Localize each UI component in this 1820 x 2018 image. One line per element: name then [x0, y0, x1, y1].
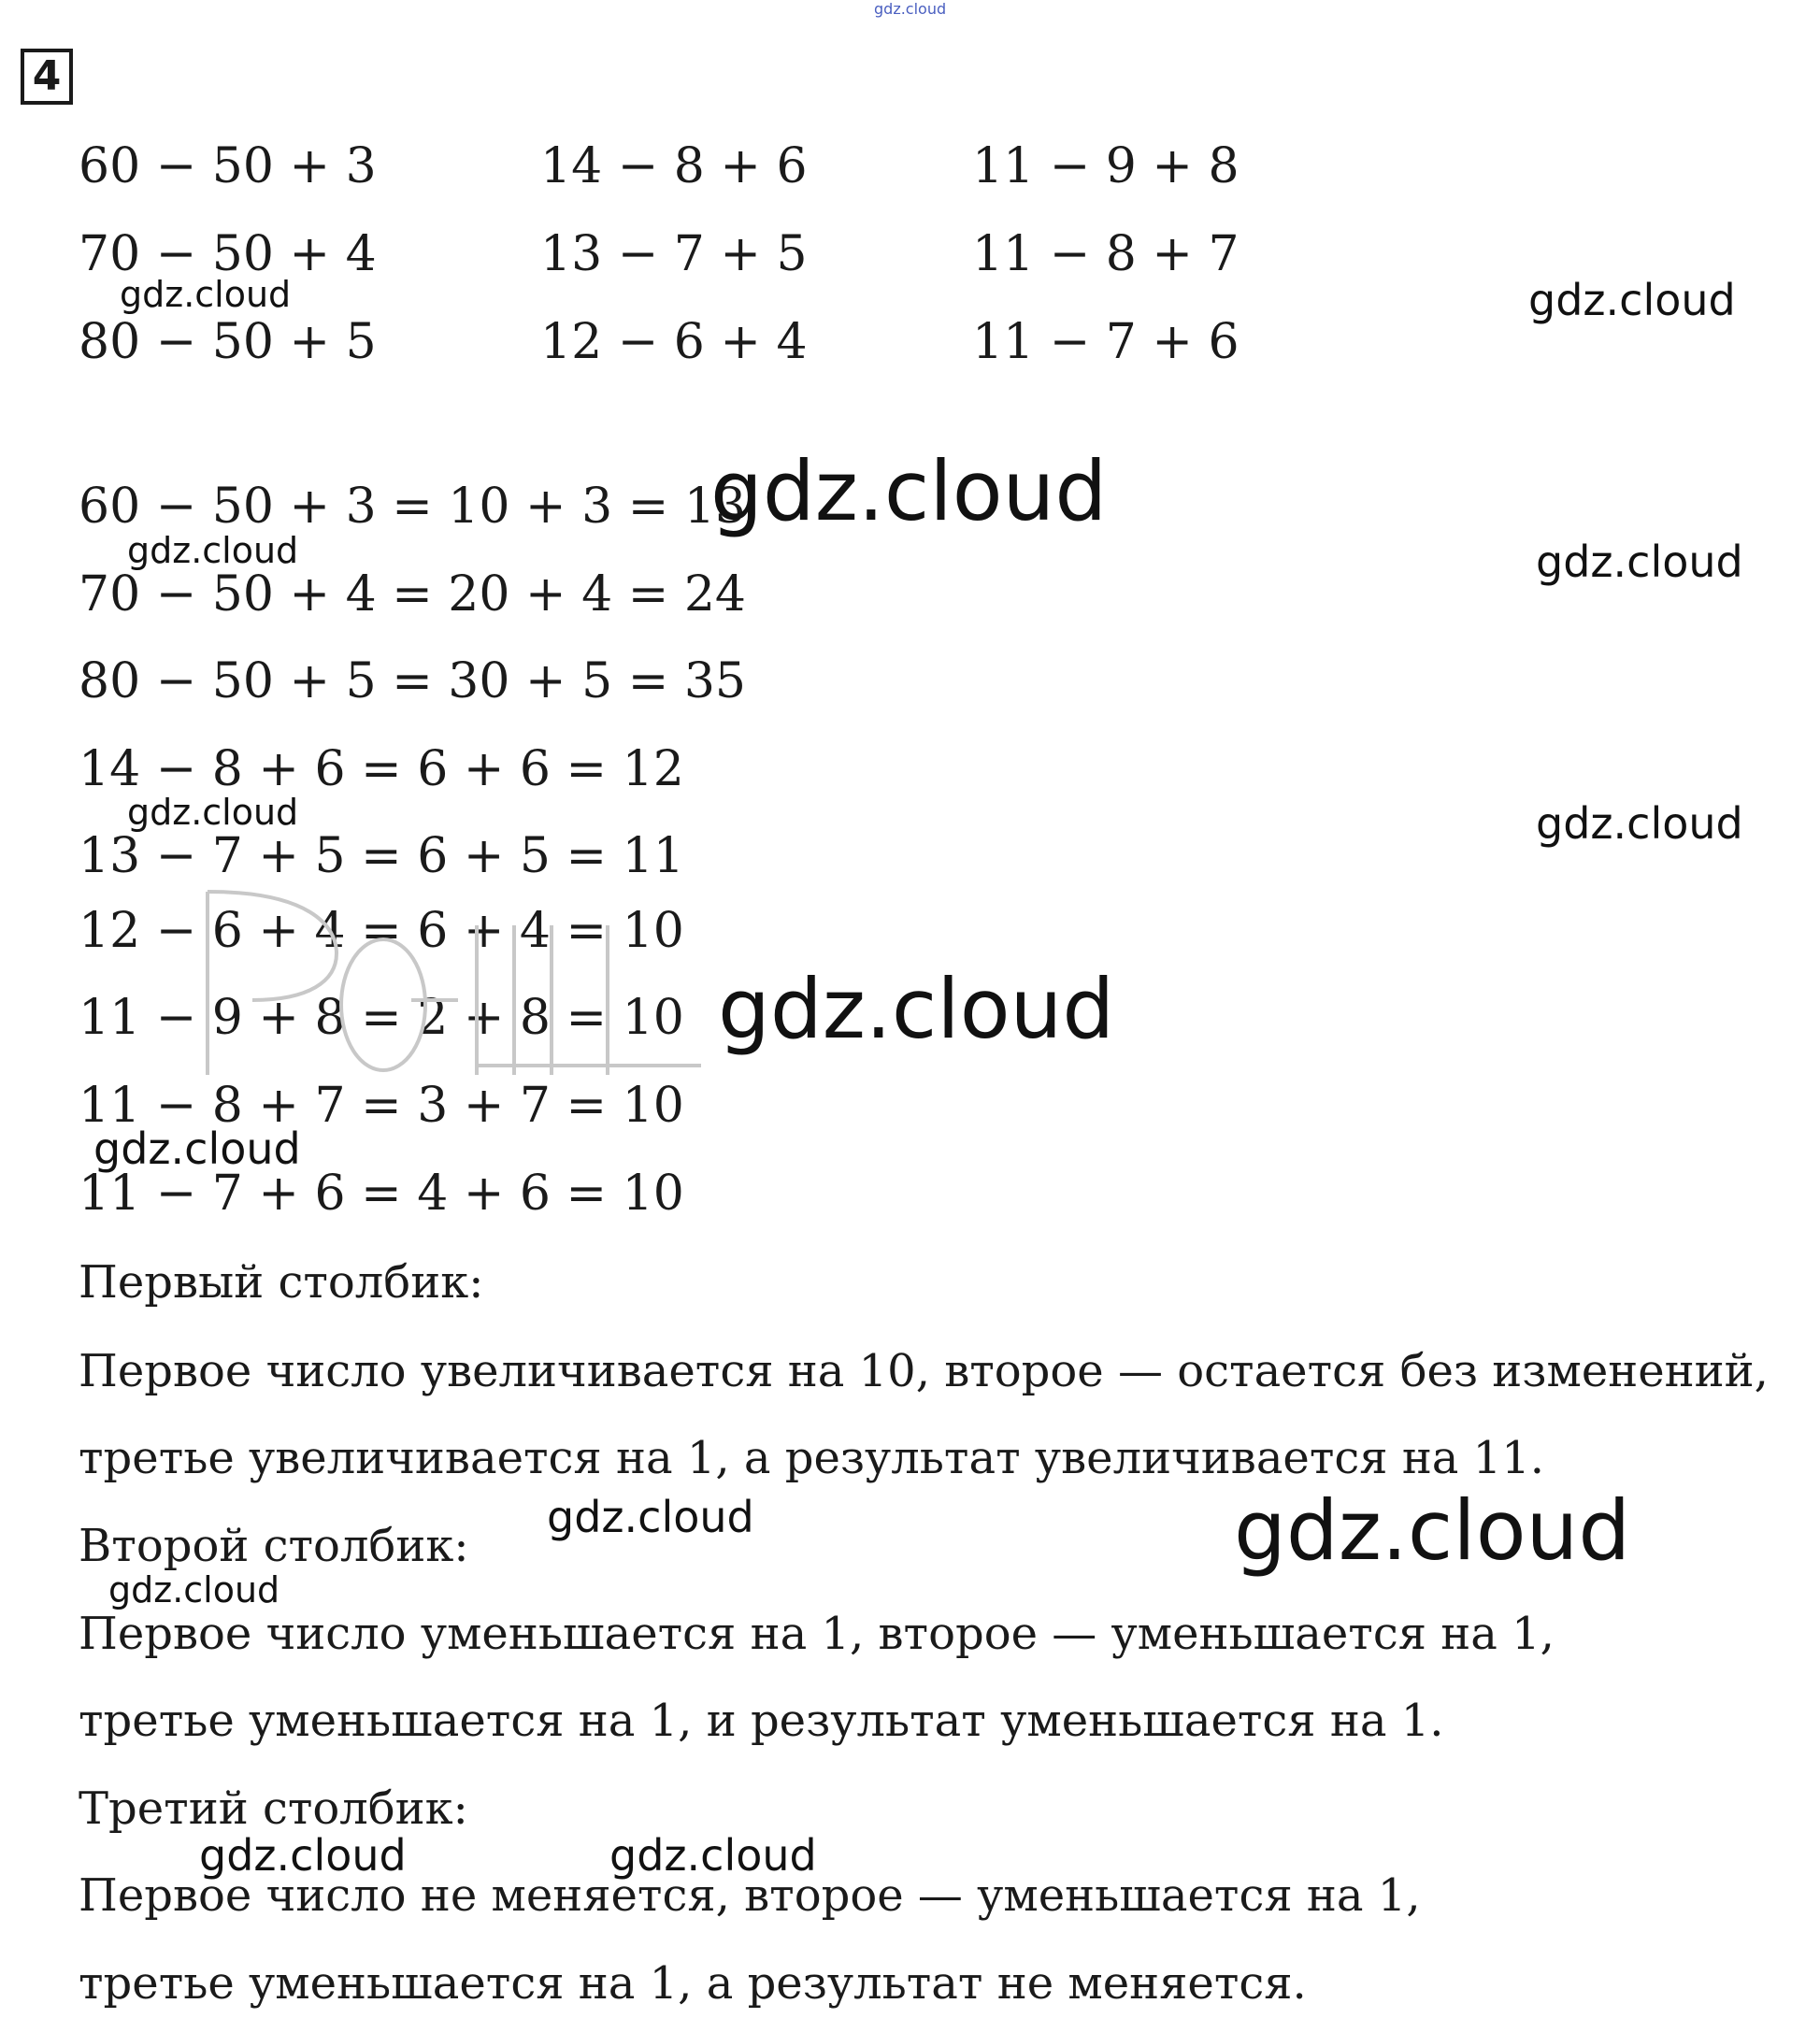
watermark: gdz.cloud	[127, 792, 299, 833]
watermark: gdz.cloud	[127, 530, 299, 571]
solution-line: 14 − 8 + 6 = 6 + 6 = 12	[79, 741, 684, 797]
explanation-heading: Второй столбик:	[79, 1520, 469, 1572]
watermark: gdz.cloud	[1528, 275, 1736, 325]
watermark: gdz.cloud	[1536, 798, 1743, 849]
watermark: gdz.cloud	[120, 274, 292, 315]
watermark: gdz.cloud	[710, 443, 1108, 539]
task-number-badge: 4	[21, 49, 73, 105]
explanation-line: Первое число уменьшается на 1, второе — уменьшается на 1,	[79, 1608, 1555, 1660]
solution-line: 70 − 50 + 4 = 20 + 4 = 24	[79, 566, 746, 623]
explanation-heading: Третий столбик:	[79, 1782, 468, 1835]
exercise-col3-item: 11 − 8 + 7	[972, 226, 1240, 282]
watermark: gdz.cloud	[547, 1492, 754, 1542]
solution-line: 11 − 9 + 8 = 2 + 8 = 10	[79, 990, 684, 1046]
watermark: gdz.cloud	[1234, 1482, 1631, 1579]
solution-line: 12 − 6 + 4 = 6 + 4 = 10	[79, 903, 684, 959]
watermark: gdz.cloud	[93, 1123, 301, 1174]
explanation-line: Первое число не меняется, второе — уменьшается на 1,	[79, 1869, 1421, 1922]
watermark: gdz.cloud	[199, 1830, 407, 1881]
exercise-col1-item: 70 − 50 + 4	[79, 226, 377, 282]
faint-stamp-graphic	[196, 888, 701, 1089]
exercise-col1-item: 60 − 50 + 3	[79, 138, 377, 194]
solution-line: 11 − 8 + 7 = 3 + 7 = 10	[79, 1078, 684, 1134]
solution-line: 11 − 7 + 6 = 4 + 6 = 10	[79, 1166, 684, 1222]
watermark-top: gdz.cloud	[874, 0, 947, 18]
watermark: gdz.cloud	[609, 1830, 817, 1881]
watermark: gdz.cloud	[1536, 537, 1743, 587]
exercise-col2-item: 13 − 7 + 5	[540, 226, 808, 282]
explanation-line: третье уменьшается на 1, и результат уменьшается на 1.	[79, 1695, 1444, 1747]
watermark: gdz.cloud	[108, 1569, 280, 1610]
explanation-line: Первое число увеличивается на 10, второе — остается без изменений,	[79, 1345, 1769, 1397]
exercise-col3-item: 11 − 9 + 8	[972, 138, 1240, 194]
solution-line: 80 − 50 + 5 = 30 + 5 = 35	[79, 653, 746, 709]
explanation-line: третье увеличивается на 1, а результат увеличивается на 11.	[79, 1432, 1545, 1484]
explanation-line: третье уменьшается на 1, а результат не меняется.	[79, 1957, 1307, 2010]
exercise-col2-item: 14 − 8 + 6	[540, 138, 808, 194]
exercise-col3-item: 11 − 7 + 6	[972, 314, 1240, 370]
exercise-col1-item: 80 − 50 + 5	[79, 314, 377, 370]
solution-line: 60 − 50 + 3 = 10 + 3 = 13	[79, 479, 746, 535]
exercise-col2-item: 12 − 6 + 4	[540, 314, 808, 370]
watermark: gdz.cloud	[718, 961, 1115, 1057]
explanation-heading: Первый столбик:	[79, 1256, 484, 1309]
solution-line: 13 − 7 + 5 = 6 + 5 = 11	[79, 828, 684, 884]
